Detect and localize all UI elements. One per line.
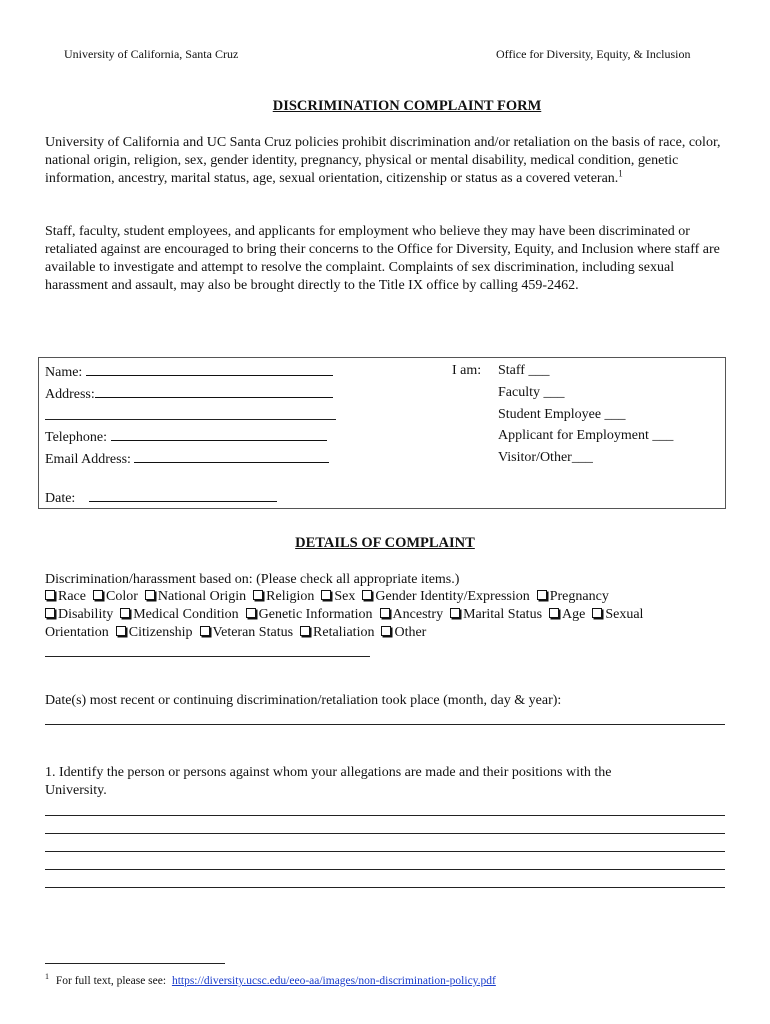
checkbox-icon[interactable] bbox=[145, 590, 155, 600]
header-office: Office for Diversity, Equity, & Inclusion bbox=[496, 47, 691, 61]
intro-paragraph-1 bbox=[45, 134, 735, 188]
i-am-label: I am: bbox=[452, 363, 482, 378]
footnote-ref[interactable]: 1 bbox=[618, 168, 623, 179]
date-input-line[interactable] bbox=[89, 488, 277, 502]
option-sex[interactable]: Sex bbox=[321, 589, 355, 604]
role-staff[interactable]: Staff ___ bbox=[498, 363, 550, 378]
telephone-label: Telephone: bbox=[45, 430, 107, 445]
role-student-employee[interactable]: Student Employee ___ bbox=[498, 407, 626, 422]
option-other[interactable]: Other bbox=[381, 625, 426, 640]
option-citizenship[interactable]: Citizenship bbox=[116, 625, 193, 640]
role-applicant[interactable]: Applicant for Employment ___ bbox=[498, 428, 674, 443]
option-veteran-status[interactable]: Veteran Status bbox=[200, 625, 293, 640]
telephone-field[interactable] bbox=[45, 427, 327, 447]
answer-line-2[interactable] bbox=[45, 833, 725, 834]
footnote bbox=[45, 972, 496, 987]
address-field[interactable] bbox=[45, 384, 333, 404]
checkbox-icon[interactable] bbox=[116, 626, 126, 636]
answer-line-1[interactable] bbox=[45, 815, 725, 816]
option-genetic-information[interactable]: Genetic Information bbox=[246, 607, 373, 622]
checkbox-icon[interactable] bbox=[362, 590, 372, 600]
option-sexual-orientation-cont[interactable]: Orientation bbox=[45, 625, 109, 640]
header-university: University of California, Santa Cruz bbox=[64, 47, 239, 61]
option-national-origin[interactable]: National Origin bbox=[145, 589, 246, 604]
answer-line-4[interactable] bbox=[45, 869, 725, 870]
option-gender-identity[interactable]: Gender Identity/Expression bbox=[362, 589, 529, 604]
checkbox-icon[interactable] bbox=[45, 608, 55, 618]
basis-options-row-2 bbox=[45, 606, 643, 624]
telephone-input-line[interactable] bbox=[111, 427, 327, 441]
checkbox-icon[interactable] bbox=[381, 626, 391, 636]
date-field[interactable] bbox=[45, 488, 277, 508]
option-disability[interactable]: Disability bbox=[45, 607, 113, 622]
checkbox-icon[interactable] bbox=[300, 626, 310, 636]
option-pregnancy[interactable]: Pregnancy bbox=[537, 589, 609, 604]
checkbox-icon[interactable] bbox=[120, 608, 130, 618]
checkbox-icon[interactable] bbox=[246, 608, 256, 618]
checkbox-icon[interactable] bbox=[549, 608, 559, 618]
checkbox-icon[interactable] bbox=[45, 590, 55, 600]
footnote-mark: 1 bbox=[45, 972, 49, 981]
option-race[interactable]: Race bbox=[45, 589, 86, 604]
question-1-line-1: 1. Identify the person or persons against whom your allegations are made and their positions with the bbox=[45, 765, 612, 780]
name-label: Name: bbox=[45, 365, 83, 380]
basis-prompt: Discrimination/harassment based on: (Please check all appropriate items.) bbox=[45, 572, 460, 587]
dates-input-line[interactable] bbox=[45, 724, 725, 725]
role-visitor-other[interactable]: Visitor/Other___ bbox=[498, 450, 593, 465]
question-1-line-2: University. bbox=[45, 783, 107, 798]
name-input-line[interactable] bbox=[86, 362, 333, 376]
address-input-line-2[interactable] bbox=[45, 419, 336, 420]
answer-line-5[interactable] bbox=[45, 887, 725, 888]
intro-text-1: University of California and UC Santa Cruz policies prohibit discrimination and/or retaliation on the basis of race, color, national origin, religion, sex, gender identity, pregnancy, physical or mental disability, medical condition, genetic information, ancestry, marital status, age, sexual orientation, citizenship or status as a covered veteran. bbox=[45, 135, 721, 186]
option-marital-status[interactable]: Marital Status bbox=[450, 607, 542, 622]
answer-line-3[interactable] bbox=[45, 851, 725, 852]
name-field[interactable] bbox=[45, 362, 333, 382]
page-title: DISCRIMINATION COMPLAINT FORM bbox=[272, 98, 542, 114]
footnote-separator bbox=[45, 963, 225, 964]
role-faculty[interactable]: Faculty ___ bbox=[498, 385, 565, 400]
address-input-line[interactable] bbox=[95, 384, 333, 398]
email-label: Email Address: bbox=[45, 452, 131, 467]
checkbox-icon[interactable] bbox=[450, 608, 460, 618]
email-field[interactable] bbox=[45, 449, 329, 469]
email-input-line[interactable] bbox=[134, 449, 329, 463]
checkbox-icon[interactable] bbox=[253, 590, 263, 600]
option-religion[interactable]: Religion bbox=[253, 589, 314, 604]
dates-prompt: Date(s) most recent or continuing discrimination/retaliation took place (month, day & year): bbox=[45, 693, 562, 708]
option-age[interactable]: Age bbox=[549, 607, 585, 622]
other-input-line[interactable] bbox=[45, 656, 370, 657]
checkbox-icon[interactable] bbox=[321, 590, 331, 600]
details-heading: DETAILS OF COMPLAINT bbox=[295, 535, 475, 551]
policy-link[interactable]: https://diversity.ucsc.edu/eeo-aa/images/non-discrimination-policy.pdf bbox=[171, 974, 496, 987]
intro-paragraph-2: Staff, faculty, student employees, and applicants for employment who believe they may have been discriminated or retaliated against are encouraged to bring their concerns to the Office for Diversity, Equity, and Inclusion where staff are available to investigate and attempt to resolve the complaint. Complaints of sex discrimination, including sexual harassment and assault, may also be brought directly to the Title IX office by calling 459-2462. bbox=[45, 224, 720, 293]
date-label: Date: bbox=[45, 491, 76, 506]
address-label: Address: bbox=[45, 387, 95, 402]
basis-options-row-1 bbox=[45, 588, 616, 606]
option-sexual-orientation[interactable]: Sexual bbox=[592, 607, 643, 622]
checkbox-icon[interactable] bbox=[592, 608, 602, 618]
checkbox-icon[interactable] bbox=[537, 590, 547, 600]
checkbox-icon[interactable] bbox=[200, 626, 210, 636]
basis-options-row-3 bbox=[45, 624, 433, 642]
option-retaliation[interactable]: Retaliation bbox=[300, 625, 374, 640]
option-ancestry[interactable]: Ancestry bbox=[380, 607, 444, 622]
checkbox-icon[interactable] bbox=[93, 590, 103, 600]
checkbox-icon[interactable] bbox=[380, 608, 390, 618]
option-medical-condition[interactable]: Medical Condition bbox=[120, 607, 238, 622]
option-color[interactable]: Color bbox=[93, 589, 138, 604]
footnote-text: For full text, please see: bbox=[55, 974, 167, 987]
